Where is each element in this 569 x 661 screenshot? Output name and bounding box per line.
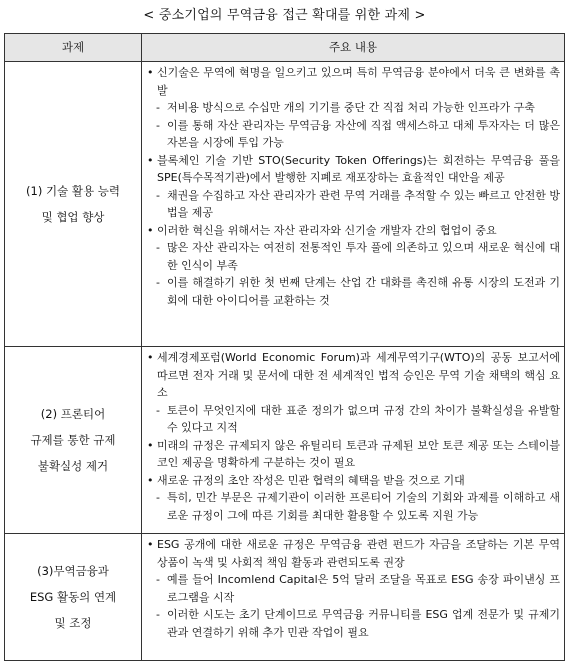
bullet-item: • 미래의 규정은 규제되지 않은 유틸리티 토큰과 규제된 보안 토큰 제공 또는 스테이블 코인 제공을 명확하게 구분하는 것이 필요: [147, 438, 560, 469]
dash-icon: -: [156, 118, 160, 132]
task-line: 및 협업 향상: [41, 210, 105, 224]
sub-bullet-item: - 예를 들어 Incomlend Capital은 5억 달러 조달을 목표로 ESG 송장 파이낸싱 프로그램을 시작: [156, 573, 560, 604]
content-cell: [142, 347, 565, 534]
bullet-item: • 세계경제포럼(World Economic Forum)과 세계무역기구(WTO)의 공동 보고서에 따르면 전자 거래 및 문서에 대한 전 세계적인 법적 승인은 무역 기술 채택의 핵심 요소: [147, 351, 560, 399]
sub-bullet-item: - 토큰이 무엇인지에 대한 표준 정의가 없으며 규정 간의 차이가 불확실성을 유발할 수 있다고 지적: [156, 403, 560, 434]
bullet-dot-icon: •: [147, 223, 154, 237]
dash-icon: -: [156, 573, 160, 586]
dash-icon: -: [156, 101, 160, 114]
sub-bullet-item: - 이를 해결하기 위한 첫 번째 단계는 산업 간 대화를 촉진해 유통 시장의 도전과 기회에 대한 아이디어를 교환하는 것: [156, 276, 560, 307]
header-content: 주요 내용: [142, 34, 565, 62]
dash-icon: -: [156, 241, 160, 254]
header-task: 과제: [5, 34, 142, 62]
task-line: 규제를 통한 규제: [30, 433, 116, 447]
task-line: ESG 활동의 연계: [29, 590, 117, 604]
content-cell: [142, 534, 565, 661]
bullet-dot-icon: •: [147, 66, 154, 79]
sub-bullet-item: - 특히, 민간 부문은 규제기관이 이러한 프론티어 기술의 기회와 과제를 이해하고 새로운 규정이 그에 따른 기회를 최대한 활용할 수 있도록 지원 가능: [156, 491, 560, 522]
task-line: (3)무역금융과: [37, 564, 109, 578]
bullet-item: • 신기술은 무역에 혁명을 일으키고 있으며 특히 무역금융 분야에서 더욱 큰 변화를 촉발: [147, 66, 560, 97]
document-title: < 중소기업의 무역금융 접근 확대를 위한 과제 >: [143, 8, 426, 23]
task-line: (2) 프론티어: [40, 407, 106, 421]
dash-icon: -: [156, 188, 160, 202]
sub-bullet-item: - 이러한 시도는 초기 단계이므로 무역금융 커뮤니티를 ESG 업계 전문가 및 규제기관과 연결하기 위해 추가 민관 작업이 필요: [156, 608, 560, 639]
bullet-item: • 블록체인 기술 기반 STO(Security Token Offerings)는 회전하는 무역금융 풀을 SPE(특수목적기관)에서 발행한 지폐로 재포장하는 효율적인 대안을 제공: [147, 153, 560, 184]
sub-bullet-item: - 저비용 방식으로 수십만 개의 기기를 중단 간 직접 처리 가능한 인프라가 구축: [146, 99, 560, 117]
table-row: [5, 62, 565, 347]
sub-bullet-item: - 많은 자산 관리자는 여전히 전통적인 투자 풀에 의존하고 있으며 새로운 혁신에 대한 인식이 부족: [156, 241, 560, 272]
bullet-dot-icon: •: [147, 538, 154, 551]
dash-icon: -: [156, 276, 160, 289]
dash-icon: -: [156, 403, 160, 417]
sub-bullet-item: - 채권을 수집하고 자산 관리자가 관련 무역 거래를 추적할 수 있는 빠르고 안전한 방법을 제공: [156, 188, 560, 219]
bullet-item: • ESG 공개에 대한 새로운 규정은 무역금융 관련 펀드가 자금을 조달하는 기본 무역 상품이 녹색 및 사회적 책임 활동과 관련되도록 권장: [147, 538, 560, 569]
task-cell: [5, 347, 142, 534]
bullet-dot-icon: •: [147, 351, 154, 364]
table-row: [5, 534, 565, 661]
task-line: 및 조정: [54, 616, 92, 630]
dash-icon: -: [156, 608, 160, 621]
task-line: (1) 기술 활용 능력: [26, 184, 120, 198]
content-cell: [142, 62, 565, 347]
task-line: 불확실성 제거: [37, 459, 109, 473]
sub-bullet-item: - 이를 통해 자산 관리자는 무역금융 자산에 직접 액세스하고 대체 투자자는 더 많은 자본을 시장에 투입 가능: [156, 118, 560, 149]
task-cell: [5, 534, 142, 661]
task-cell: [5, 62, 142, 347]
dash-icon: -: [156, 491, 160, 504]
table-header-row: [5, 34, 565, 62]
bullet-dot-icon: •: [147, 438, 154, 452]
bullet-item: • 새로운 규정의 초안 작성은 민관 협력의 혜택을 받을 것으로 기대: [146, 472, 560, 490]
bullet-dot-icon: •: [147, 473, 154, 487]
tasks-table: [4, 33, 565, 661]
table-row: [5, 347, 565, 534]
bullet-item: • 이러한 혁신을 위해서는 자산 관리자와 신기술 개발자 간의 협업이 중요: [146, 222, 560, 240]
bullet-dot-icon: •: [147, 153, 154, 167]
